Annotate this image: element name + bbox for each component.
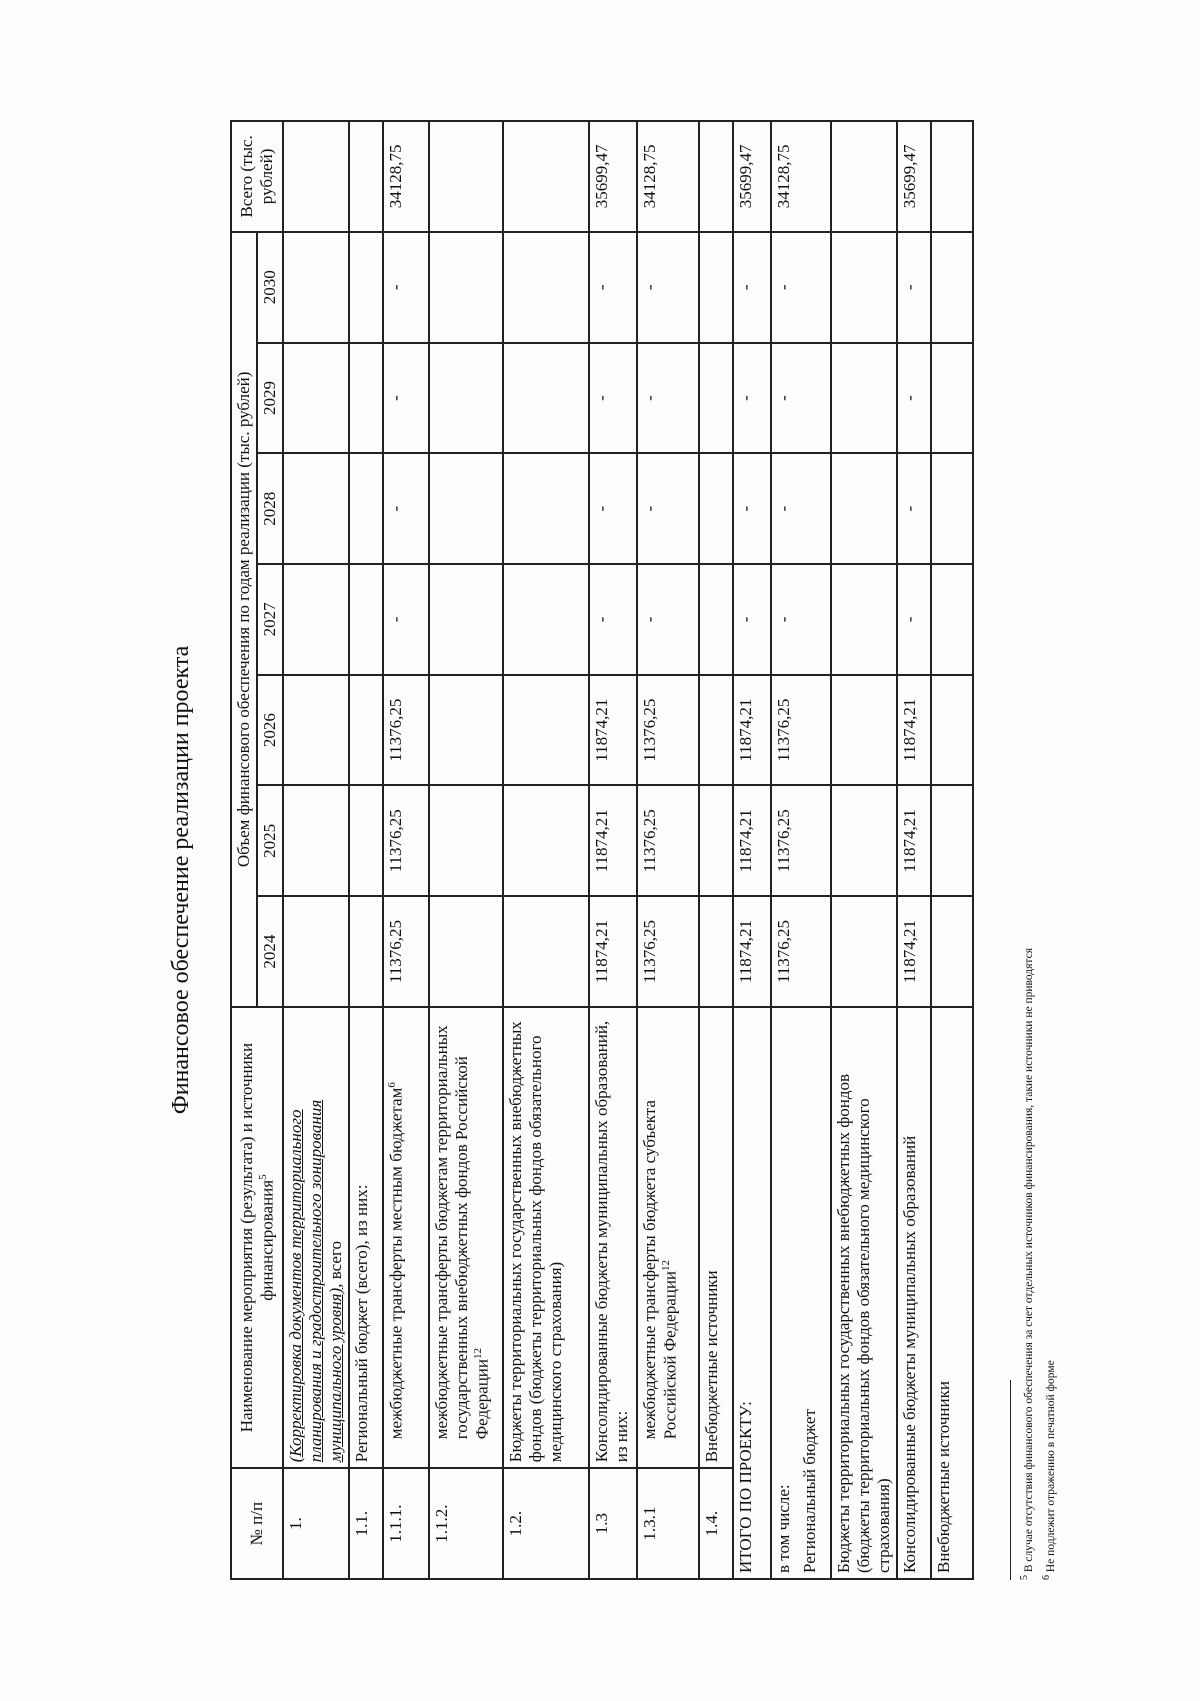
year-value [283, 343, 349, 454]
header-year: 2029 [257, 343, 283, 454]
row-number: 1.3.1 [637, 1468, 699, 1579]
header-year: 2024 [257, 896, 283, 1007]
year-value [429, 896, 503, 1007]
footnote-rule [1010, 1380, 1011, 1580]
year-value [931, 453, 973, 564]
year-value [503, 896, 589, 1007]
header-total: Всего (тыс. рублей) [231, 121, 283, 232]
row-name: Региональный бюджет (всего), из них: [349, 1007, 383, 1468]
row-name: ИТОГО ПО ПРОЕКТУ: [733, 1007, 771, 1579]
total-value [349, 121, 383, 232]
header-year: 2026 [257, 675, 283, 786]
year-value [283, 785, 349, 896]
year-value [831, 453, 897, 564]
year-value [283, 232, 349, 343]
year-value: - [897, 343, 931, 454]
year-value [699, 675, 733, 786]
year-value [503, 675, 589, 786]
header-year: 2025 [257, 785, 283, 896]
table-row [637, 121, 699, 1579]
rotated-content [0, 100, 1140, 1660]
year-value [931, 564, 973, 675]
table-row [589, 121, 637, 1579]
year-value [699, 564, 733, 675]
year-value [503, 232, 589, 343]
year-value: 11874,21 [589, 896, 637, 1007]
year-value [349, 785, 383, 896]
row-number: 1.4. [699, 1468, 733, 1579]
year-value [283, 675, 349, 786]
year-value: 11376,25 [383, 785, 429, 896]
year-value [429, 564, 503, 675]
year-value: - [733, 232, 771, 343]
year-value [503, 785, 589, 896]
year-value: - [589, 453, 637, 564]
total-value [699, 121, 733, 232]
year-value [503, 453, 589, 564]
year-value: - [589, 564, 637, 675]
year-value: - [771, 564, 831, 675]
year-value: - [897, 453, 931, 564]
row-number: 1.2. [503, 1468, 589, 1579]
row-name: Внебюджетные источники [699, 1007, 733, 1468]
year-value: - [733, 564, 771, 675]
year-value [931, 232, 973, 343]
row-name: в том числе: Региональный бюджет [771, 1007, 831, 1579]
year-value [349, 343, 383, 454]
year-value [349, 564, 383, 675]
year-value: 11874,21 [589, 675, 637, 786]
year-value: - [637, 453, 699, 564]
row-name: Консолидированные бюджеты муниципальных образований, из них: [589, 1007, 637, 1468]
header-name: Наименование мероприятия (результата) и источники финансирования$^5$ [231, 1007, 283, 1468]
total-value [429, 121, 503, 232]
total-value [831, 121, 897, 232]
footnote: $^5$ В случае отсутствия финансового обеспечения за счет отдельных источников финансирования, такие источники не приводятся [1019, 948, 1035, 1580]
year-value: - [383, 343, 429, 454]
year-value: - [383, 453, 429, 564]
total-value: 34128,75 [771, 121, 831, 232]
year-value: - [589, 232, 637, 343]
year-value [349, 232, 383, 343]
year-value [699, 453, 733, 564]
year-value: - [383, 232, 429, 343]
footnotes [1010, 180, 1060, 1580]
total-value: 35699,47 [733, 121, 771, 232]
year-value: 11376,25 [771, 785, 831, 896]
year-value: 11874,21 [733, 675, 771, 786]
year-value: 11874,21 [589, 785, 637, 896]
table-row [503, 121, 589, 1579]
table-row [349, 121, 383, 1579]
year-value: - [637, 343, 699, 454]
year-value: 11376,25 [771, 675, 831, 786]
year-value: 11874,21 [733, 896, 771, 1007]
year-value: - [771, 232, 831, 343]
table-row [897, 121, 931, 1579]
document-title: Финансовое обеспечение реализации проекта [168, 645, 194, 1115]
row-name: Консолидированные бюджеты муниципальных образований [897, 1007, 931, 1579]
year-value [831, 564, 897, 675]
table-row [931, 121, 973, 1579]
year-value [349, 453, 383, 564]
row-name: (Корректировка документов территориального планирования и градостроительного зонирования муниципального уровня), всего [283, 1007, 349, 1468]
year-value [349, 896, 383, 1007]
year-value [283, 896, 349, 1007]
year-value: 11874,21 [897, 785, 931, 896]
row-number: 1. [283, 1468, 349, 1579]
table-row [283, 121, 349, 1579]
year-value [831, 343, 897, 454]
row-name: Бюджеты территориальных государственных внебюджетных фондов (бюджеты территориальных фондов обязательного медицинского страхования) [831, 1007, 897, 1579]
year-value: 11376,25 [637, 896, 699, 1007]
header-year: 2030 [257, 232, 283, 343]
year-value: - [897, 564, 931, 675]
row-name: межбюджетные трансферты бюджета субъекта Российской Федерации$^{12}$ [637, 1007, 699, 1468]
year-value [503, 564, 589, 675]
table-row [733, 121, 771, 1579]
year-value [931, 785, 973, 896]
table-row [429, 121, 503, 1579]
year-value: - [771, 453, 831, 564]
total-value [283, 121, 349, 232]
year-value [699, 785, 733, 896]
total-value: 34128,75 [383, 121, 429, 232]
table-row [699, 121, 733, 1579]
year-value: 11874,21 [733, 785, 771, 896]
year-value: 11376,25 [383, 675, 429, 786]
table-row [831, 121, 897, 1579]
year-value [831, 675, 897, 786]
year-value [831, 785, 897, 896]
total-value: 35699,47 [589, 121, 637, 232]
row-name: Внебюджетные источники [931, 1007, 973, 1579]
year-value: - [771, 343, 831, 454]
year-value [699, 232, 733, 343]
table-row [771, 121, 831, 1579]
year-value [429, 232, 503, 343]
total-value [503, 121, 589, 232]
header-years-group: Объем финансового обеспечения по годам реализации (тыс. рублей) [231, 232, 257, 1007]
year-value: 11376,25 [771, 896, 831, 1007]
row-name: межбюджетные трансферты бюджетам территориальных государственных внебюджетных фондов Российской Федерации$^{12}$ [429, 1007, 503, 1468]
row-number: 1.1.1. [383, 1468, 429, 1579]
row-name: межбюджетные трансферты местным бюджетам$^6$ [383, 1007, 429, 1468]
table-row [383, 121, 429, 1579]
total-value: 35699,47 [897, 121, 931, 232]
year-value: - [897, 232, 931, 343]
year-value [699, 343, 733, 454]
header-year: 2027 [257, 564, 283, 675]
year-value [429, 675, 503, 786]
finance-table [230, 120, 974, 1580]
year-value [283, 453, 349, 564]
year-value: - [589, 343, 637, 454]
year-value [429, 453, 503, 564]
year-value: - [637, 232, 699, 343]
year-value: 11376,25 [637, 785, 699, 896]
year-value: 11376,25 [637, 675, 699, 786]
year-value [931, 343, 973, 454]
year-value [831, 232, 897, 343]
year-value: 11874,21 [897, 675, 931, 786]
year-value [931, 896, 973, 1007]
year-value [831, 896, 897, 1007]
header-num: № п/п [231, 1468, 283, 1579]
row-number: 1.1.2. [429, 1468, 503, 1579]
year-value: - [733, 453, 771, 564]
year-value: - [383, 564, 429, 675]
year-value: 11376,25 [383, 896, 429, 1007]
year-value: - [733, 343, 771, 454]
total-value [931, 121, 973, 232]
year-value [429, 343, 503, 454]
year-value [931, 675, 973, 786]
year-value [349, 675, 383, 786]
row-number: 1.3 [589, 1468, 637, 1579]
row-number: 1.1. [349, 1468, 383, 1579]
total-value: 34128,75 [637, 121, 699, 232]
year-value [429, 785, 503, 896]
year-value: - [637, 564, 699, 675]
year-value [503, 343, 589, 454]
footnote: $^6$ Не подлежит отражению в печатной форме [1040, 1360, 1057, 1580]
row-name: Бюджеты территориальных государственных внебюджетных фондов (бюджеты территориальных фондов обязательного медицинского страхования) [503, 1007, 589, 1468]
header-year: 2028 [257, 453, 283, 564]
year-value [699, 896, 733, 1007]
year-value: 11874,21 [897, 896, 931, 1007]
year-value [283, 564, 349, 675]
